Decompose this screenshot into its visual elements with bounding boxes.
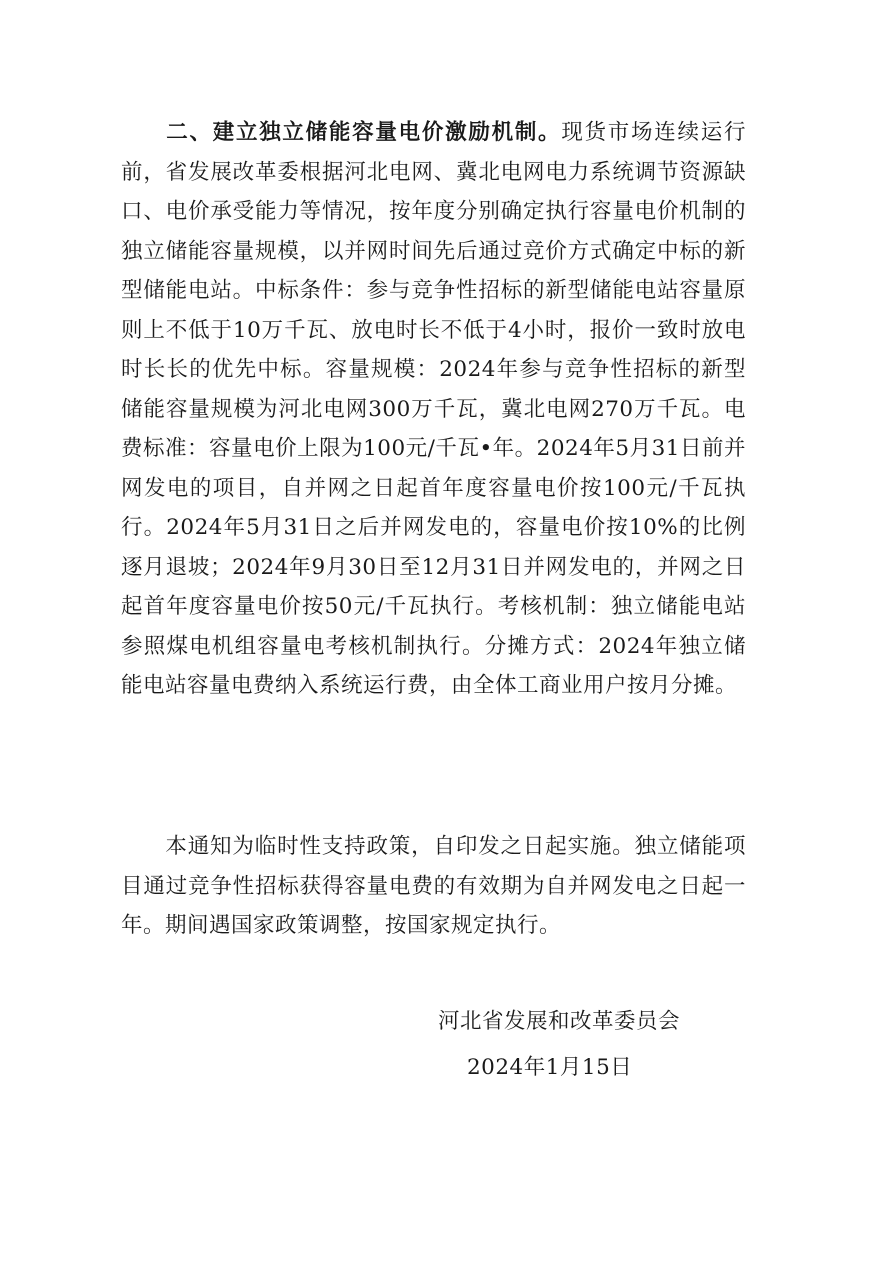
section-2-body: 现货市场连续运行前，省发展改革委根据河北电网、冀北电网电力系统调节资源缺口、电价承受能力等情况，按年度分别确定执行容量电价机制的独立储能容量规模，以并网时间先后通过竞价方式确定中标的新型储能电站。中标条件：参与竞争性招标的新型储能电站容量原则上不低于10万千瓦、放电时长不低于4小时，报价一致时放电时长长的优先中标。容量规模：2024年参与竞争性招标的新型储能容量规模为河北电网300万千瓦，冀北电网270万千瓦。电费标准：容量电价上限为100元/千瓦•年。2024年5月31日前并网发电的项目，自并网之日起首年度容量电价按100元/千瓦执行。2024年5月31日之后并网发电的，容量电价按10%的比例逐月退坡；2024年9月30日至12月31日并网发电的，并网之日起首年度容量电价按50元/千瓦执行。考核机制：独立储能电站参照煤电机组容量电考核机制执行。分摊方式：2024年独立储能电站容量电费纳入系统运行费，由全体工商业用户按月分摊。 bbox=[121, 120, 746, 698]
section-2-paragraph bbox=[121, 113, 746, 706]
signature-organization: 河北省发展和改革委员会 bbox=[438, 1009, 681, 1034]
section-2-heading: 二、建立独立储能容量电价激励机制。 bbox=[165, 120, 562, 145]
notice-body: 本通知为临时性支持政策，自印发之日起实施。独立储能项目通过竞争性招标获得容量电费的有效期为自并网发电之日起一年。期间遇国家政策调整，按国家规定执行。 bbox=[121, 834, 746, 938]
signature-date: 2024年1月15日 bbox=[467, 1055, 633, 1080]
notice-paragraph bbox=[121, 827, 746, 946]
